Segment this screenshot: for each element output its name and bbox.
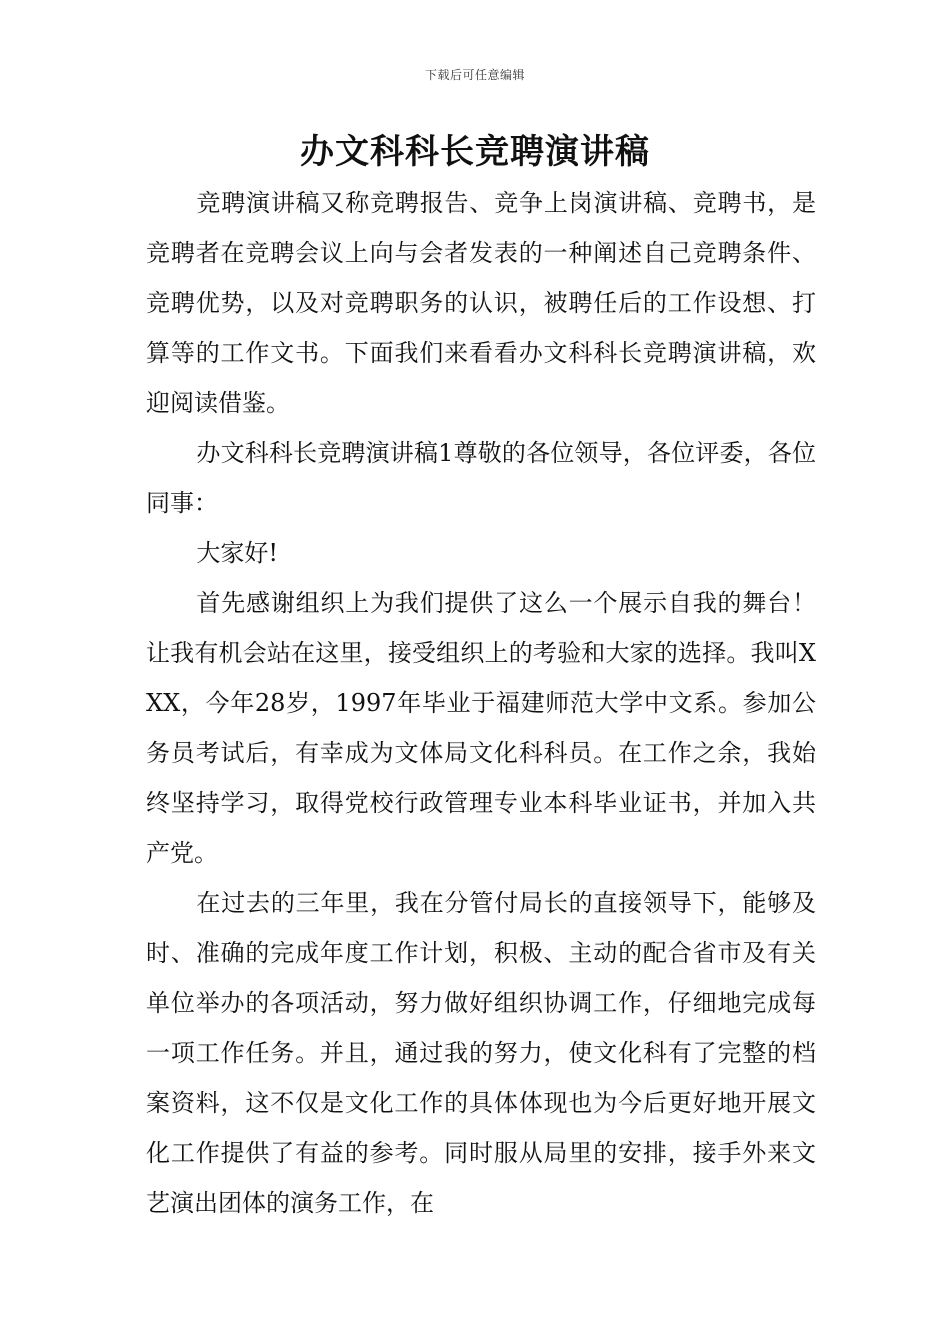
header-note: 下载后可任意编辑 [424, 68, 525, 82]
paragraph-intro: 竞聘演讲稿又称竞聘报告、竞争上岗演讲稿、竞聘书，是竞聘者在竞聘会议上向与会者发表的一种阐述自己竞聘条件、竞聘优势，以及对竞聘职务的认识，被聘任后的工作设想、打算等的工作文书。下面我们来看看办文科科长竞聘演讲稿，欢迎阅读借鉴。 [146, 189, 816, 417]
document-title: 办文科科长竞聘演讲稿 [300, 132, 650, 172]
paragraph-greeting: 大家好! [196, 539, 279, 567]
paragraph-self-introduction: 首先感谢组织上为我们提供了这么一个展示自我的舞台！让我有机会站在这里，接受组织上的考验和大家的选择。我叫XXX，今年28岁，1997年毕业于福建师范大学中文系。参加公务员考试后，有幸成为文体局文化科科员。在工作之余，我始终坚持学习，取得党校行政管理专业本科毕业证书，并加入共产党。 [146, 589, 816, 867]
document-body [146, 178, 816, 1228]
paragraph-salutation: 办文科科长竞聘演讲稿1尊敬的各位领导，各位评委，各位同事： [146, 439, 816, 517]
paragraph-work-review: 在过去的三年里，我在分管付局长的直接领导下，能够及时、准确的完成年度工作计划，积极、主动的配合省市及有关单位举办的各项活动，努力做好组织协调工作，仔细地完成每一项工作任务。并且，通过我的努力，使文化科有了完整的档案资料，这不仅是文化工作的具体体现也为今后更好地开展文化工作提供了有益的参考。同时服从局里的安排，接手外来文艺演出团体的演务工作，在 [146, 889, 816, 1217]
